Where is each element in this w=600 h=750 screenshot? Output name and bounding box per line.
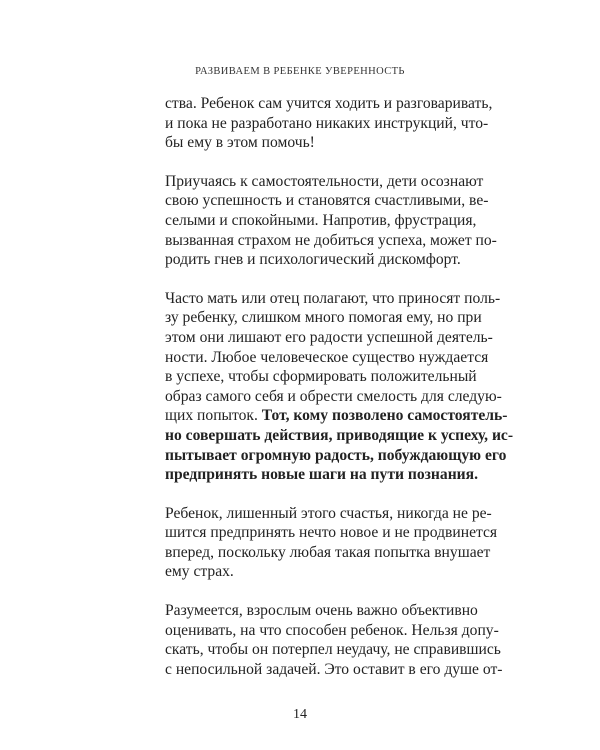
text-run: в успехе, чтобы сформировать положительный — [165, 368, 477, 386]
text-line — [165, 308, 482, 328]
text-line — [165, 94, 493, 114]
text-line — [165, 446, 507, 466]
bold-text-run: Тот, кому позволено самостоятель- — [261, 407, 508, 425]
text-line — [165, 465, 479, 485]
text-line — [165, 172, 484, 192]
text-run: скать, чтобы он потерпел неудачу, не справившись — [165, 641, 501, 659]
text-line — [165, 328, 493, 348]
paragraph — [165, 289, 514, 485]
text-line — [165, 523, 498, 543]
text-line — [165, 231, 497, 251]
text-line — [165, 133, 448, 153]
paragraph — [165, 601, 503, 679]
text-line — [165, 543, 491, 563]
text-run: Разумеется, взрослым очень важно объективно — [165, 602, 478, 620]
text-run: бы ему в этом помочь! — [165, 134, 315, 152]
text-line — [165, 289, 501, 309]
text-run: Ребенок, лишенный этого счастья, никогда не ре- — [165, 504, 492, 522]
text-run: селыми и спокойными. Напротив, фрустрация, — [165, 211, 477, 229]
text-line — [165, 387, 502, 407]
running-header: РАЗВИВАЕМ В РЕБЕНКЕ УВЕРЕННОСТЬ — [195, 66, 405, 77]
text-line — [165, 504, 492, 524]
text-line — [165, 621, 499, 641]
text-run: родить гнев и психологический дискомфорт. — [165, 251, 461, 269]
text-run: и пока не разработано никаких инструкций, что- — [165, 114, 489, 132]
text-run: ства. Ребенок сам учится ходить и разговаривать, — [165, 95, 493, 112]
text-run: образ самого себя и обрести смелость для следую- — [165, 387, 502, 405]
bold-text-run: предпринять новые шаги на пути познания. — [165, 466, 479, 484]
text-line — [165, 191, 489, 211]
text-run: вперед, поскольку любая такая попытка внушает — [165, 543, 491, 561]
text-line — [165, 367, 477, 387]
text-run: с непосильной задачей. Это оставит в его душе от- — [165, 660, 503, 678]
text-line — [165, 640, 501, 660]
page-body — [165, 94, 514, 698]
text-run: оценивать, на что способен ребенок. Нельзя допу- — [165, 621, 499, 639]
text-line — [165, 114, 489, 134]
text-run: Часто мать или отец полагают, что приносят поль- — [165, 289, 501, 307]
text-run: Приучаясь к самостоятельности, дети осознают — [165, 172, 484, 190]
text-line — [165, 601, 478, 621]
text-line — [165, 250, 461, 270]
text-line — [165, 562, 448, 582]
text-run: ности. Любое человеческое существо нуждается — [165, 348, 489, 366]
page-number: 14 — [293, 707, 307, 722]
text-run: вызванная страхом не добиться успеха, может по- — [165, 231, 497, 249]
text-run: свою успешность и становятся счастливыми, ве- — [165, 192, 489, 210]
text-run: этом они лишают его радости успешной деятель- — [165, 328, 493, 346]
text-line — [165, 660, 503, 680]
bold-text-run: но совершать действия, приводящие к успеху, ис- — [165, 426, 514, 444]
text-run: шится предпринять нечто новое и не продвинется — [165, 524, 498, 542]
bold-text-run: пытывает огромную радость, побуждающую его — [165, 446, 507, 464]
text-run: ему страх. — [165, 563, 234, 581]
text-line — [165, 406, 508, 426]
paragraph — [165, 172, 497, 270]
text-line — [165, 348, 489, 368]
paragraph — [165, 504, 498, 582]
text-run: зу ребенку, слишком много помогая ему, но при — [165, 309, 482, 327]
text-run: щих попыток. — [165, 407, 262, 425]
paragraph — [165, 94, 493, 153]
text-line — [165, 211, 477, 231]
text-line — [165, 426, 514, 446]
